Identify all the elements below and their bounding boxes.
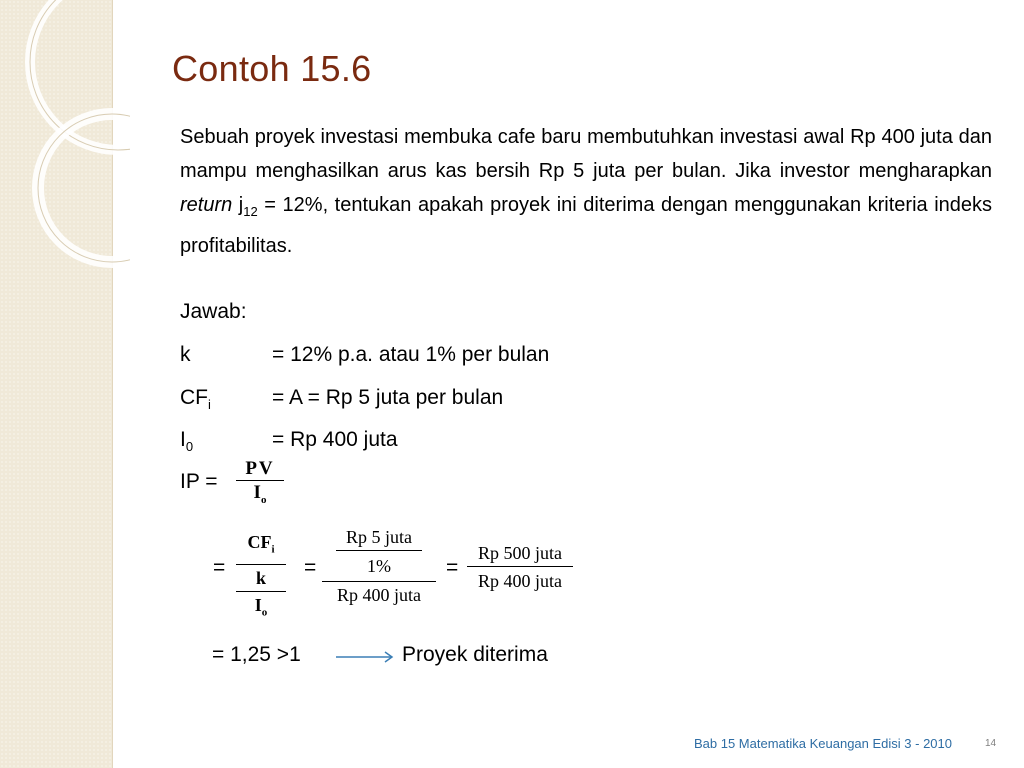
footer-text: Bab 15 Matematika Keuangan Edisi 3 - 2010 <box>693 736 952 751</box>
decorative-circles <box>0 0 130 300</box>
problem-text-2: j <box>232 194 244 216</box>
problem-text-1: Sebuah proyek investasi membuka cafe baru membutuhkan investasi awal Rp 400 juta dan mampu menghasilkan arus kas bersih Rp 5 juta per bulan. Jika investor mengharapkan <box>180 126 992 182</box>
rp500-numerator: Rp 500 juta <box>478 543 562 563</box>
ip-label: IP = <box>180 470 218 493</box>
arrow-right-icon <box>335 650 397 664</box>
problem-statement <box>180 120 992 263</box>
i0-value: = Rp 400 juta <box>272 428 398 451</box>
numeric-compound-fraction <box>322 524 436 608</box>
k-label: k <box>180 343 191 366</box>
equals-1: = <box>213 556 226 579</box>
problem-italic: return <box>180 194 233 216</box>
io-denominator: $I_o$ <box>236 591 286 626</box>
ip-fraction <box>236 458 284 512</box>
page-number: 14 <box>985 738 997 749</box>
cf-value: = A = Rp 5 juta per bulan <box>272 386 504 409</box>
result-value: = 1,25 >1 <box>212 643 301 666</box>
k-denominator: k <box>236 564 286 591</box>
rp400-denominator: Rp 400 juta <box>322 581 436 608</box>
i0-label: $I_0$ <box>180 428 194 455</box>
equals-2: = <box>304 556 317 579</box>
cf-over-k-fraction <box>236 528 286 625</box>
ip-numerator: PV <box>245 458 275 479</box>
ip-denominator: $I_o$ <box>236 480 284 512</box>
percent-denominator: 1% <box>367 556 391 576</box>
slide-title: Contoh 15.6 <box>172 48 372 89</box>
rp400-final-denominator: Rp 400 juta <box>467 566 573 595</box>
k-value: = 12% p.a. atau 1% per bulan <box>272 343 550 366</box>
final-fraction <box>467 540 573 595</box>
cf-numerator: $CF_i$ <box>247 532 275 556</box>
equals-3: = <box>446 556 459 579</box>
result-conclusion: Proyek diterima <box>402 643 548 666</box>
cf-label: $CF_i$ <box>180 386 211 413</box>
problem-sub: 12 <box>243 204 258 219</box>
problem-text-3: = 12%, tentukan apakah proyek ini diterima dengan menggunakan kriteria indeks profitabilitas. <box>180 194 993 257</box>
answer-label: Jawab: <box>180 300 247 323</box>
rp5-numerator: Rp 5 juta <box>336 524 422 551</box>
